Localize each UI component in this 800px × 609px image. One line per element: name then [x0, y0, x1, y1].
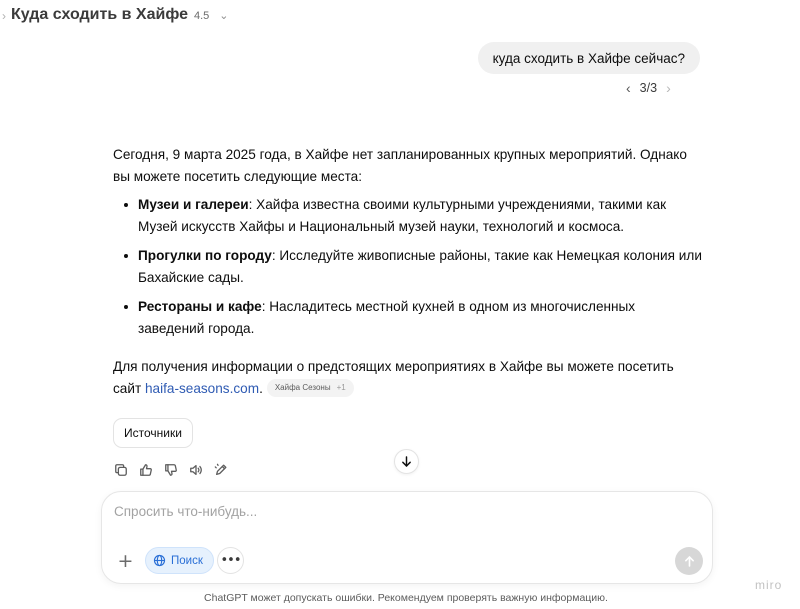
list-item-title: Музеи и галереи [138, 197, 249, 212]
disclaimer: ChatGPT может допускать ошибки. Рекомендуем проверять важную информацию. [204, 592, 608, 604]
thumbs-down-icon[interactable] [163, 462, 179, 478]
chevron-right-icon[interactable]: › [666, 80, 671, 96]
response-pager [626, 80, 671, 96]
model-version: 4.5 [194, 10, 210, 22]
plus-icon: + [117, 549, 134, 572]
list-item-text: : Насладитесь местной кухней в одном из многочисленных заведений города. [138, 299, 636, 336]
pager-count: 3/3 [639, 81, 658, 95]
arrow-down-icon [400, 455, 413, 468]
assistant-answer [113, 144, 703, 400]
arrow-up-icon [683, 555, 696, 568]
chevron-left-icon[interactable]: ‹ [626, 80, 631, 96]
thumbs-up-icon[interactable] [138, 462, 154, 478]
read-aloud-icon[interactable] [188, 462, 204, 478]
search-label: Поиск [171, 554, 203, 567]
answer-list [113, 194, 703, 340]
sources-button[interactable]: Источники [113, 418, 193, 448]
answer-intro: Сегодня, 9 марта 2025 года, в Хайфе нет запланированных крупных мероприятий. Однако вы можете посетить следующие места: [113, 147, 687, 184]
closing-text: Для получения информации о предстоящих мероприятиях в Хайфе вы можете посетить сайт [113, 359, 674, 396]
send-button[interactable] [675, 547, 703, 575]
message-actions [113, 462, 229, 478]
miro-watermark: miro [755, 578, 783, 592]
edit-icon[interactable] [213, 462, 229, 478]
user-message-bubble [478, 42, 700, 74]
haifa-seasons-link[interactable]: haifa-seasons.com [144, 381, 260, 396]
list-item [113, 296, 703, 340]
list-item-title: Прогулки по городу [138, 248, 272, 263]
list-item-title: Рестораны и кафе [138, 299, 262, 314]
citation-chip-count: +1 [336, 383, 346, 393]
answer-closing [113, 356, 703, 400]
list-item [113, 194, 703, 238]
user-message-text: куда сходить в Хайфе сейчас? [492, 50, 685, 66]
more-tools-button[interactable] [217, 547, 244, 574]
composer [101, 491, 713, 584]
ellipsis-icon: ••• [220, 553, 241, 568]
add-attachment-button[interactable] [112, 547, 139, 574]
list-item-text: : Хайфа известна своими культурными учреждениями, такими как Музей искусств Хайфы и Национальный музей науки, технологий и космоса. [138, 197, 667, 234]
chevron-down-icon: ⌄ [219, 10, 229, 22]
list-item-text: : Исследуйте живописные районы, такие как Немецкая колония или Бахайские сады. [138, 248, 702, 285]
closing-period: . [259, 381, 263, 396]
chat-title: Куда сходить в Хайфе [11, 6, 188, 23]
chevron-right-icon[interactable]: › [2, 9, 6, 23]
scroll-down-button[interactable] [394, 449, 419, 474]
citation-chip-label: Хайфа Сезоны [274, 383, 331, 393]
model-selector[interactable] [11, 6, 229, 24]
search-toggle-button[interactable] [145, 547, 214, 574]
globe-icon [153, 554, 166, 567]
citation-chip[interactable] [267, 379, 354, 397]
prompt-input[interactable] [114, 504, 654, 519]
copy-icon[interactable] [113, 462, 129, 478]
header [0, 0, 800, 34]
list-item [113, 245, 703, 289]
